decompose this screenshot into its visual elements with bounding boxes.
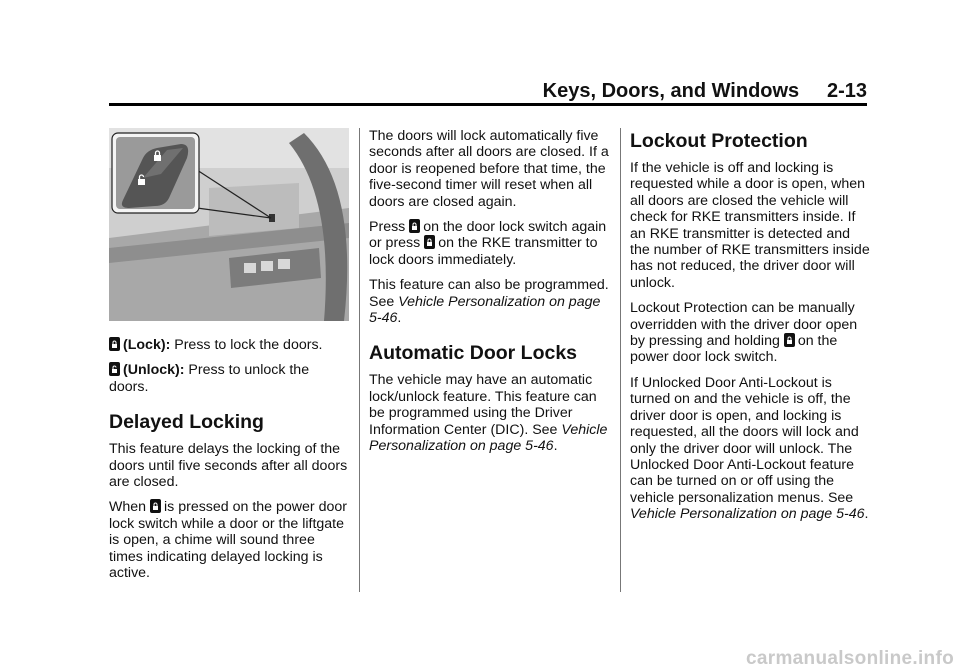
press-lock-paragraph <box>369 219 609 268</box>
unlock-label: (Unlock): <box>123 362 185 379</box>
page-title: Keys, Doors, and Windows 2-13 <box>542 80 867 102</box>
lockout-p2 <box>630 300 870 366</box>
column-3 <box>630 128 870 532</box>
auto-lock-p1: The doors will lock automatically five seconds after all doors are closed. If a door is reopened before that time, the five-second timer will reset when all doors are closed again. <box>369 128 609 210</box>
programmed-end: . <box>397 310 402 327</box>
delayed-locking-heading: Delayed Locking <box>109 411 264 434</box>
column-divider-2 <box>620 128 621 592</box>
watermark: carmanualsonline.info <box>746 648 954 669</box>
auto-p1-text: The vehicle may have an automatic lock/unlock feature. This feature can be programmed using the Driver Information Center (DIC). See <box>369 372 597 438</box>
lockout-p3-end: . <box>864 506 869 523</box>
unlock-desc: Press to unlock the doors. <box>109 362 310 395</box>
programmed-text: This feature can also be programmed. See <box>369 277 609 310</box>
automatic-door-locks-heading: Automatic Door Locks <box>369 342 578 365</box>
delayed-locking-p2 <box>109 499 349 581</box>
unlock-icon <box>109 362 120 376</box>
unlock-description <box>109 362 349 395</box>
column-2 <box>369 128 609 464</box>
lock-icon <box>784 333 795 347</box>
door-lock-switch-photo <box>109 128 349 321</box>
press-start: Press <box>369 219 406 236</box>
column-divider-1 <box>359 128 360 592</box>
delayed-locking-p1: This feature delays the locking of the doors until five seconds after all doors are closed. <box>109 441 348 491</box>
press-middle: on the door lock switch again or press <box>369 219 607 252</box>
lock-desc: Press to lock the doors. <box>170 337 323 353</box>
lock-icon <box>150 499 161 513</box>
lockout-p1: If the vehicle is off and locking is requested while a door is open, when all doors are closed the vehicle will check for RKE transmitters inside. If an RKE transmitter is detected and the number of RKE transmitters inside has not reduced, the driver door will unlock. <box>630 160 870 291</box>
lockout-p3-text: If Unlocked Door Anti-Lockout is turned on and the vehicle is off, the driver door is open, and locking is requested, all the doors will lock and only the driver door will unlock. The Unlocked Door Anti-Lockout feature can be turned on or off using the vehicle personalization menus. See <box>630 374 859 506</box>
vehicle-personalization-link[interactable]: Vehicle Personalization on page 5-46 <box>369 293 601 327</box>
header-rule <box>109 103 867 106</box>
delayed-p2-end: is pressed on the power door lock switch while a door or the liftgate is open, a chime will sound three times indicating delayed locking is active. <box>109 499 347 582</box>
lockout-p2-end: on the power door lock switch. <box>630 333 838 366</box>
press-end: on the RKE transmitter to lock doors immediately. <box>369 235 598 268</box>
lock-icon <box>109 337 120 351</box>
programmed-paragraph <box>369 277 609 326</box>
delayed-p2-start: When <box>109 499 147 516</box>
vehicle-personalization-link[interactable]: Vehicle Personalization on page 5-46 <box>630 506 865 523</box>
lock-icon <box>409 219 420 233</box>
automatic-door-locks-p1 <box>369 372 609 454</box>
lockout-p3 <box>630 375 870 523</box>
vehicle-personalization-link[interactable]: Vehicle Personalization on page 5-46 <box>369 421 608 455</box>
column-1 <box>109 128 349 590</box>
lock-icon <box>424 235 435 249</box>
lock-description <box>109 337 349 353</box>
auto-p1-end: . <box>553 438 558 455</box>
lockout-p2-start: Lockout Protection can be manually overridden with the driver door open by pressing and holding <box>630 300 858 350</box>
lock-label: (Lock): <box>123 337 171 353</box>
lockout-protection-heading: Lockout Protection <box>630 130 808 152</box>
